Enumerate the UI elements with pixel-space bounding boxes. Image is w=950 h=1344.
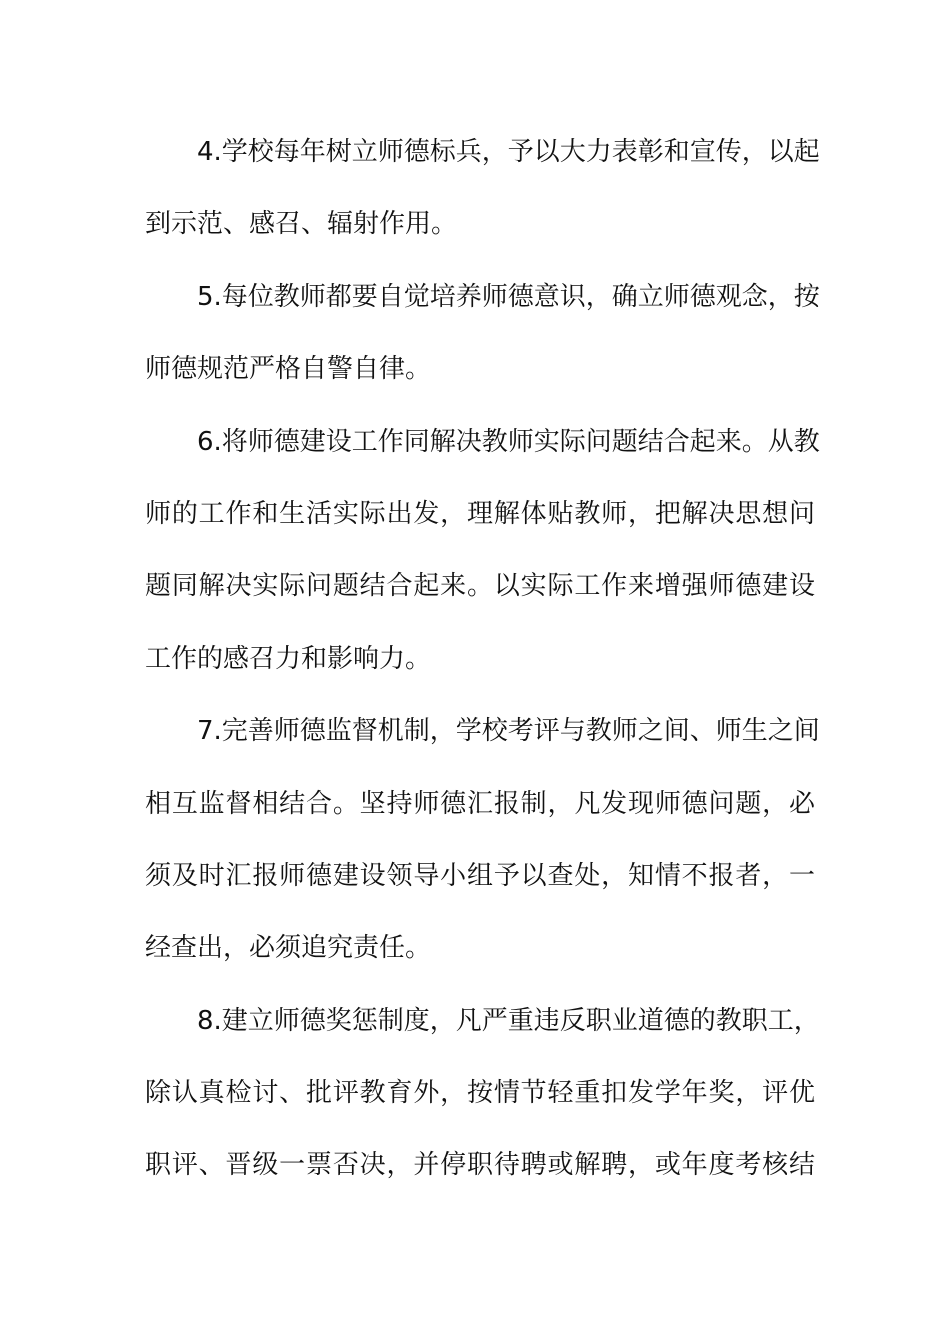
paragraph-line: 师德规范严格自警自律。 (145, 354, 432, 385)
paragraph-6 (145, 420, 820, 710)
paragraph-8 (145, 999, 820, 1216)
paragraph-line: 8.建立师德奖惩制度，凡严重违反职业道德的教职工， (197, 1005, 820, 1036)
paragraph-line: 须及时汇报师德建设领导小组予以查处，知情不报者，一 (145, 860, 815, 891)
paragraph-line: 职评、晋级一票否决，并停职待聘或解聘，或年度考核结 (145, 1150, 815, 1181)
paragraph-5 (145, 275, 820, 420)
paragraph-line: 师的工作和生活实际出发，理解体贴教师，把解决思想问 (145, 498, 815, 529)
paragraph-line: 题同解决实际问题结合起来。以实际工作来增强师德建设 (145, 571, 815, 602)
document-body (145, 130, 820, 1216)
paragraph-line: 工作的感召力和影响力。 (145, 643, 432, 674)
paragraph-line: 除认真检讨、批评教育外，按情节轻重扣发学年奖，评优 (145, 1078, 815, 1109)
paragraph-line: 相互监督相结合。坚持师德汇报制，凡发现师德问题，必 (145, 788, 815, 819)
paragraph-line: 经查出，必须追究责任。 (145, 933, 432, 964)
paragraph-line: 4.学校每年树立师德标兵，予以大力表彰和宣传，以起 (197, 137, 820, 167)
paragraph-4 (145, 130, 820, 275)
paragraph-line: 5.每位教师都要自觉培养师德意识，确立师德观念，按 (197, 281, 820, 312)
paragraph-7 (145, 709, 820, 999)
paragraph-line: 6.将师德建设工作同解决教师实际问题结合起来。从教 (197, 426, 820, 457)
paragraph-line: 7.完善师德监督机制，学校考评与教师之间、师生之间 (197, 716, 820, 747)
paragraph-line: 到示范、感召、辐射作用。 (145, 209, 458, 240)
